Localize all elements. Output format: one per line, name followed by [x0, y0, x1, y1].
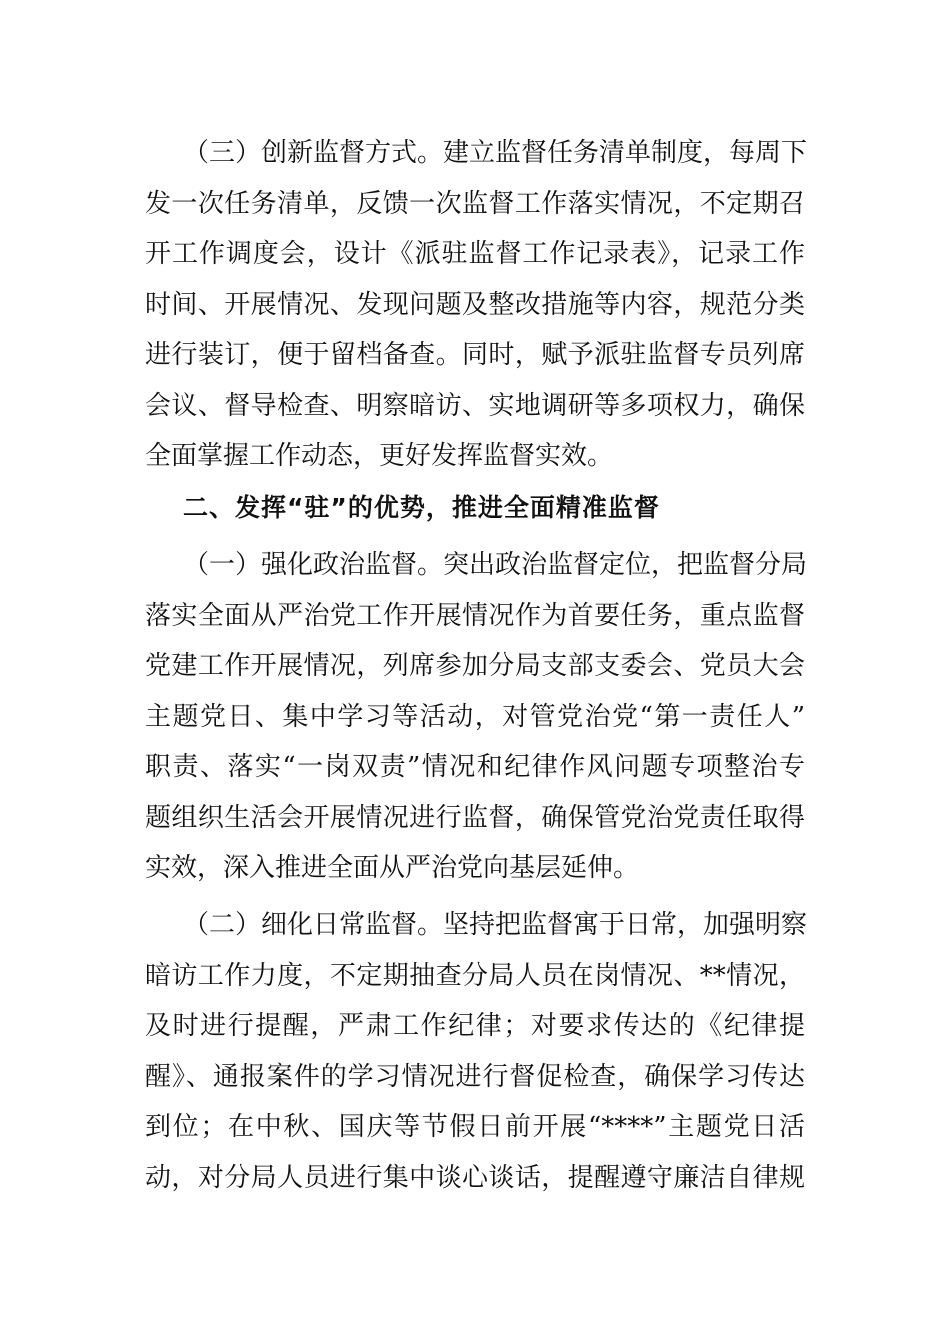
paragraph-line: 到位；在中秋、国庆等节假日前开展“****”主题党日活: [145, 1112, 805, 1142]
paragraph-line: 党建工作开展情况，列席参加分局支部支委会、党员大会: [145, 651, 805, 681]
paragraph-line: 开工作调度会，设计《派驻监督工作记录表》，记录工作: [145, 239, 805, 269]
paragraph-line: 时间、开展情况、发现问题及整改措施等内容，规范分类: [145, 290, 805, 320]
paragraph-line: （一）强化政治监督。突出政治监督定位，把监督分局: [183, 550, 808, 580]
paragraph-line: 职责、落实“一岗双责”情况和纪律作风问题专项整治专: [145, 752, 805, 782]
paragraph-line: （二）细化日常监督。坚持把监督寓于日常，加强明察: [183, 910, 808, 940]
paragraph-line: （三）创新监督方式。建立监督任务清单制度，每周下: [183, 138, 808, 168]
paragraph-line: 醒》、通报案件的学习情况进行督促检查，确保学习传达: [145, 1062, 805, 1092]
paragraph-line: 进行装订，便于留档备查。同时，赋予派驻监督专员列席: [145, 340, 805, 370]
paragraph-line: 及时进行提醒，严肃工作纪律；对要求传达的《纪律提: [145, 1011, 805, 1041]
paragraph-line: 动，对分局人员进行集中谈心谈话，提醒遵守廉洁自律规: [145, 1163, 805, 1193]
paragraph-line: 暗访工作力度，不定期抽查分局人员在岗情况、**情况，: [145, 961, 805, 991]
paragraph-line: 发一次任务清单，反馈一次监督工作落实情况，不定期召: [145, 189, 805, 219]
paragraph-line: 全面掌握工作动态，更好发挥监督实效。: [145, 441, 614, 471]
paragraph-line: 主题党日、集中学习等活动，对管党治党“第一责任人”: [145, 702, 805, 732]
paragraph-line: 落实全面从严治党工作开展情况作为首要任务，重点监督: [145, 601, 805, 631]
section-heading: 二、发挥“驻”的优势，推进全面精准监督: [183, 493, 660, 522]
paragraph-line: 实效，深入推进全面从严治党向基层延伸。: [145, 853, 640, 883]
paragraph-line: 题组织生活会开展情况进行监督，确保管党治党责任取得: [145, 803, 805, 833]
paragraph-line: 会议、督导检查、明察暗访、实地调研等多项权力，确保: [145, 391, 805, 421]
